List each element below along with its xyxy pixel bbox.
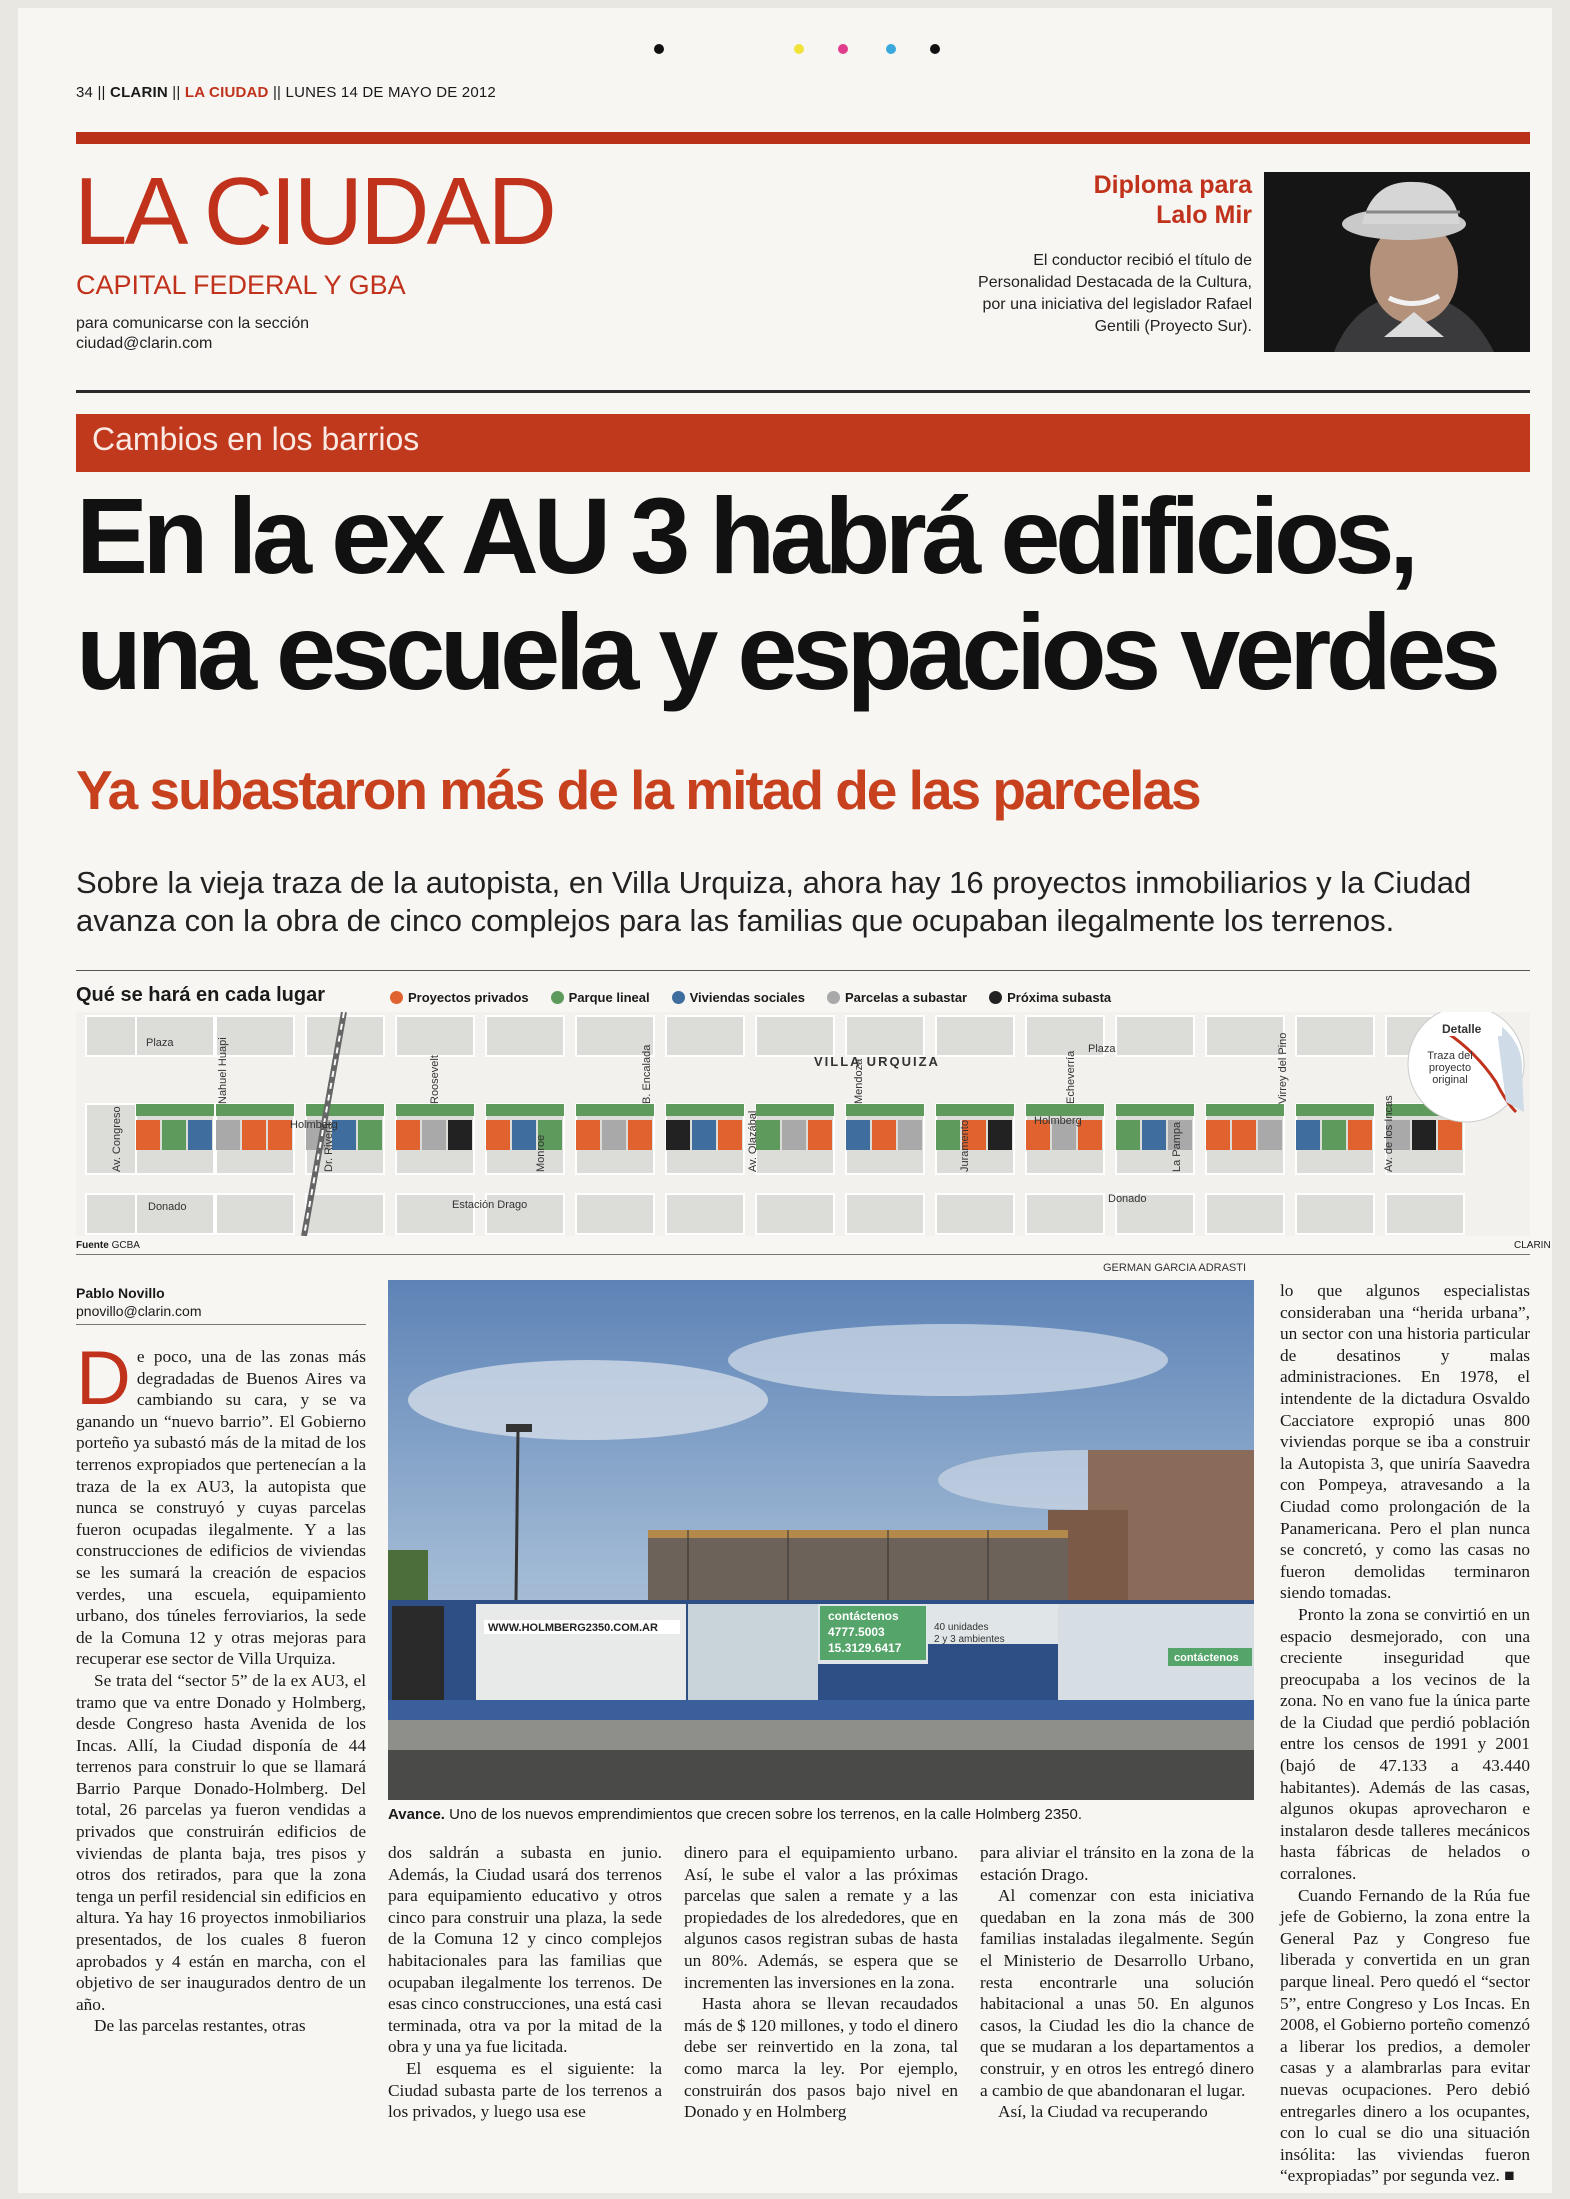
- newspaper-page: [18, 8, 1552, 2193]
- map-credit: CLARIN: [1514, 1240, 1551, 1251]
- body-column-1: [76, 1336, 366, 2037]
- byline: [76, 1284, 201, 1320]
- body-paragraph: De las parcelas restantes, otras: [94, 2016, 306, 2036]
- folio: 34 || CLARIN || LA CIUDAD || LUNES 14 DE MAYO DE 2012: [76, 84, 496, 101]
- parcel: [512, 1120, 536, 1150]
- parcel: [936, 1120, 960, 1150]
- parcel: [242, 1120, 266, 1150]
- author-name: Pablo Novillo: [76, 1285, 165, 1301]
- body-paragraph: Hasta ahora se llevan recaudados más de $ 120 millones, y todo el dinero debe ser reinvertido en la zona, tal como marca la ley. Por ejemplo, construirán dos pasos bajo nivel en Donado y en Holmberg: [684, 1994, 958, 2122]
- city-block: [1386, 1194, 1464, 1234]
- sidebar-title-line: Diploma para: [1093, 171, 1252, 199]
- city-block: [136, 1194, 214, 1234]
- newspaper-name: CLARIN: [110, 84, 168, 101]
- parcel: [1296, 1104, 1374, 1116]
- parcel: [216, 1120, 240, 1150]
- parcel: [1322, 1120, 1346, 1150]
- parcel: [396, 1104, 474, 1116]
- sign-phone: 4777.5003: [828, 1625, 885, 1639]
- photo-caption: [388, 1806, 1268, 1823]
- paragraph-text: e poco, una de las zonas más degradadas de Buenos Aires va cambiando su cara, y se va ganando un “nuevo barrio”. El Gobierno porteño ya subastó más de la mitad de los terrenos expropiados que pertenecían a la traza de la ex AU3, la autopista que nunca se construyó y cuyas parcelas fueron ocupadas ilegalmente. Y a las construcciones de edificios de viviendas se les sumará la creación de espacios verdes, una escuela, equipamiento urbano, dos túneles ferroviarios, la sede de la Comuna 12 y otras mejoras para recuperar ese sector de Villa Urquiza.: [76, 1347, 366, 1669]
- street-label: Echeverría: [1065, 1050, 1077, 1104]
- legend-item: [390, 990, 529, 1005]
- street-label: Donado: [1108, 1193, 1147, 1205]
- city-block: [486, 1016, 564, 1056]
- body-column-3: [684, 1842, 958, 2123]
- legend-swatch-icon: [390, 991, 403, 1004]
- street-label: B. Encalada: [641, 1044, 653, 1104]
- city-block: [666, 1016, 744, 1056]
- map-source: [76, 1240, 140, 1251]
- parcel: [666, 1104, 744, 1116]
- city-block: [666, 1194, 744, 1234]
- parcel: [576, 1104, 654, 1116]
- parcel: [988, 1120, 1012, 1150]
- street-label: Roosevelt: [429, 1055, 441, 1104]
- street-label: Plaza: [1088, 1043, 1116, 1055]
- parcel: [1206, 1104, 1284, 1116]
- parcel: [666, 1120, 690, 1150]
- headline-line: una escuela y espacios verdes: [76, 591, 1496, 712]
- divider: [76, 390, 1530, 393]
- legend-label: Proyectos privados: [408, 990, 529, 1005]
- caption-text: Uno de los nuevos emprendimientos que crecen sobre los terrenos, en la calle Holmberg 2350.: [449, 1806, 1083, 1823]
- caption-lead: Avance.: [388, 1806, 445, 1823]
- parcel: [136, 1120, 160, 1150]
- parcel: [448, 1120, 472, 1150]
- parcel: [136, 1104, 214, 1116]
- body-paragraph: Cuando Fernando de la Rúa fue jefe de Gobierno, la zona entre la General Paz y Congreso fue liberada y convertida en un gran parque lineal. Pero quedó el “sector 5”, entre Congreso y Los Incas. En 2008, el Gobierno porteño comenzó a liberar los predios, a demoler casas y a alambrarlas para evitar nuevas ocupaciones. Pero debió entregarles dinero a los ocupantes, con lo cual se dio una situación insólita: las viviendas fueron “expropiadas” por segunda vez. ■: [1280, 1885, 1530, 2186]
- intro: [76, 864, 1516, 940]
- city-block: [936, 1016, 1014, 1056]
- legend-label: Viviendas sociales: [689, 990, 805, 1005]
- intro-line: Sobre la vieja traza de la autopista, en Villa Urquiza, ahora hay 16 proyectos inmobiliarios y la Ciudad: [76, 865, 1472, 900]
- source-label: Fuente: [76, 1240, 109, 1251]
- street-label: Holmberg: [290, 1119, 338, 1131]
- topic-label: Cambios en los barrios: [92, 421, 420, 457]
- city-block: [846, 1194, 924, 1234]
- headline: [76, 475, 1546, 712]
- city-block: [216, 1194, 294, 1234]
- city-block: [576, 1194, 654, 1234]
- parcel: [718, 1120, 742, 1150]
- parcel: [1412, 1120, 1436, 1150]
- street-label: Nahuel Huapi: [217, 1037, 229, 1104]
- parcel: [808, 1120, 832, 1150]
- body-paragraph: [76, 1336, 366, 1670]
- city-block: [1296, 1016, 1374, 1056]
- registration-dot: [838, 44, 848, 54]
- author-email[interactable]: pnovillo@clarin.com: [76, 1303, 202, 1319]
- parcel: [602, 1120, 626, 1150]
- map: [76, 1012, 1530, 1236]
- city-block: [936, 1194, 1014, 1234]
- neighborhood-label: VILLA URQUIZA: [814, 1054, 940, 1069]
- parcel: [188, 1120, 212, 1150]
- street-label: Av. de los Incas: [1383, 1095, 1395, 1172]
- body-column-4: [980, 1842, 1254, 2123]
- legend-swatch-icon: [672, 991, 685, 1004]
- parcel: [268, 1120, 292, 1150]
- parcel: [1232, 1120, 1256, 1150]
- city-block: [756, 1016, 834, 1056]
- portrait-photo: [1264, 172, 1530, 352]
- city-block: [136, 1016, 214, 1056]
- legend-swatch-icon: [989, 991, 1002, 1004]
- article-photo: [388, 1280, 1254, 1800]
- parcel: [1348, 1120, 1372, 1150]
- parcel: [422, 1120, 446, 1150]
- sign-url: WWW.HOLMBERG2350.COM.AR: [488, 1622, 658, 1634]
- registration-dot: [886, 44, 896, 54]
- street-label: Dr. Rivera: [323, 1123, 335, 1172]
- parcel: [1206, 1120, 1230, 1150]
- parcel: [486, 1120, 510, 1150]
- photo-credit: GERMAN GARCIA ADRASTI: [1103, 1262, 1247, 1274]
- page-number: 34: [76, 84, 94, 101]
- city-block: [1206, 1194, 1284, 1234]
- parcel: [358, 1120, 382, 1150]
- legend-label: Parcelas a subastar: [844, 990, 968, 1005]
- body-paragraph: Al comenzar con esta iniciativa quedaban en la zona más de 300 familias instaladas ilegalmente. Según el Ministerio de Desarrollo Urbano, resta encontrarle una solución habitacional a unas 50. En algunos casos, la Ciudad les dio la chance de que se mudaran a los departamentos a construir, y en otros les entregó dinero a cambio de que abandonaran el lugar.: [980, 1886, 1254, 2100]
- folio-date: LUNES 14 DE MAYO DE 2012: [285, 84, 496, 101]
- parcel: [846, 1120, 870, 1150]
- legend-item: [672, 990, 805, 1005]
- city-block: [1296, 1194, 1374, 1234]
- sidebar-note-title: [972, 170, 1252, 230]
- legend-swatch-icon: [827, 991, 840, 1004]
- body-paragraph: El esquema es el siguiente: la Ciudad subasta parte de los terrenos a los privados, y luego usa ese: [388, 2058, 662, 2122]
- sign-units: 40 unidades: [934, 1622, 989, 1633]
- city-block: [756, 1194, 834, 1234]
- parcel: [756, 1120, 780, 1150]
- body-paragraph: para aliviar el tránsito en la zona de la estación Drago.: [980, 1843, 1254, 1884]
- parcel: [396, 1120, 420, 1150]
- street-label: Juramento: [959, 1120, 971, 1172]
- legend-item: [827, 990, 967, 1005]
- city-block: [846, 1016, 924, 1056]
- street-label: Mendoza: [853, 1058, 865, 1104]
- headline-line: En la ex AU 3 habrá edificios,: [76, 475, 1414, 596]
- registration-dot: [930, 44, 940, 54]
- city-block: [1206, 1016, 1284, 1056]
- sidebar-note-text: El conductor recibió el título de Personalidad Destacada de la Cultura, por una iniciativa del legislador Rafael Gentili (Proyecto Sur).: [978, 252, 1252, 335]
- parcel: [846, 1104, 924, 1116]
- body-paragraph: lo que algunos especialistas consideraban una “herida urbana”, un sector con una historia particular de desatinos y malas administraciones. En 1978, el intendente de la dictadura Osvaldo Cacciatore expropió unas 800 viviendas porque se iba a construir la Autopista 3, que uniría Saavedra con Pompeya, atravesando a la Ciudad como prolongación de la Panamericana. Pero el plan nunca se concretó, y como las casas no fueron demolidas terminaron siendo tomadas.: [1280, 1281, 1530, 1603]
- legend-label: Parque lineal: [568, 990, 650, 1005]
- body-paragraph: dinero para el equipamiento urbano. Así, le sube el valor a las próximas parcelas que salen a remate y a las propiedades de los alrededores, que en algunos casos registran subas de hasta un 80%. Además, se espera que se incrementen las inversiones en la zona.: [684, 1843, 958, 1992]
- divider: [76, 1254, 1530, 1255]
- parcel: [1296, 1120, 1320, 1150]
- parcel: [162, 1120, 186, 1150]
- body-column-2: [388, 1842, 662, 2123]
- parcel: [486, 1104, 564, 1116]
- street-label: Av. Olazábal: [747, 1110, 759, 1172]
- parcel: [306, 1104, 384, 1116]
- body-paragraph: Pronto la zona se convirtió en un espacio desmejorado, con una creciente inseguridad que preocupaba a los vecinos de la zona. No en vano fue la única parte de la Ciudad que perdió población entre los censos de 1991 y 2001 (bajó de 47.133 a 43.440 habitantes). Además de las casas, algunos okupas aprovecharon e instalaron desde talleres mecánicos hasta fábricas de helados o corralones.: [1280, 1604, 1530, 1884]
- sign-contact: contáctenos: [828, 1609, 899, 1623]
- parcel: [1438, 1120, 1462, 1150]
- station-label: Estación Drago: [452, 1199, 528, 1211]
- parcel: [872, 1120, 896, 1150]
- parcel: [936, 1104, 1014, 1116]
- street-label: Monroe: [535, 1134, 547, 1172]
- registration-dot: [794, 44, 804, 54]
- city-block: [396, 1016, 474, 1056]
- source-value: GCBA: [111, 1240, 140, 1251]
- parcel: [1116, 1120, 1140, 1150]
- parcel: [692, 1120, 716, 1150]
- section-contact: [76, 314, 309, 354]
- section-title: LA CIUDAD: [74, 158, 554, 265]
- body-paragraph: dos saldrán a subasta en junio. Además, la Ciudad usará dos terrenos para equipamiento educativo y otros cinco para construir una plaza, la sede de la Comuna 12 y cinco complejos habitacionales para las familias que ocupaban ilegalmente los terrenos. De esas cinco construcciones, una está casi terminada, otra va por la mitad de la obra y una ya fue licitada.: [388, 1843, 662, 2057]
- street-label: Holmberg: [1034, 1115, 1082, 1127]
- city-block: [306, 1194, 384, 1234]
- divider: [76, 1324, 366, 1325]
- legend-swatch-icon: [551, 991, 564, 1004]
- legend-item: [989, 990, 1111, 1005]
- street-label: La Pampa: [1171, 1121, 1183, 1172]
- parcel: [898, 1120, 922, 1150]
- body-paragraph: Se trata del “sector 5” de la ex AU3, el tramo que va entre Donado y Holmberg, desde Congreso hasta Avenida de los Incas. Allí, la Ciudad disponía de 44 terrenos para construir lo que se llamará Barrio Parque Donado-Holmberg. Del total, 26 parcelas ya fueron vendidas a privados que construirán edificios de viviendas de planta baja, tres pisos y otros dos retirados, para que la zona tenga un perfil residencial sin edificios en altura. Ya hay 16 proyectos inmobiliarios presentados, de los cuales 8 fueron aprobados y 4 están en marcha, con el objetivo de ser inaugurados dentro de un año.: [76, 1670, 366, 2014]
- street-label: Av. Congreso: [111, 1106, 123, 1172]
- divider: [76, 970, 1530, 971]
- parcel: [628, 1120, 652, 1150]
- section-subtitle: CAPITAL FEDERAL Y GBA: [76, 270, 406, 300]
- registration-dot: [654, 44, 664, 54]
- city-block: [1026, 1194, 1104, 1234]
- city-block: [1116, 1016, 1194, 1056]
- contact-email[interactable]: ciudad@clarin.com: [76, 335, 213, 352]
- deck: Ya subastaron más de la mitad de las parcelas: [76, 759, 1200, 821]
- parcel: [576, 1120, 600, 1150]
- body-paragraph: Así, la Ciudad va recuperando: [998, 2102, 1208, 2122]
- parcel: [756, 1104, 834, 1116]
- street-label: Virrey del Pino: [1277, 1032, 1289, 1104]
- legend-item: [551, 990, 650, 1005]
- sign-contact: contáctenos: [1174, 1652, 1239, 1664]
- intro-line: avanza con la obra de cinco complejos para las familias que ocupaban ilegalmente los terrenos.: [76, 903, 1395, 938]
- sidebar-title-line: Lalo Mir: [1156, 201, 1252, 229]
- legend-label: Próxima subasta: [1007, 990, 1112, 1005]
- contact-line: para comunicarse con la sección: [76, 315, 310, 332]
- sign-units: 2 y 3 ambientes: [934, 1634, 1005, 1645]
- street-label: Donado: [148, 1201, 187, 1213]
- header-rule: [76, 132, 1530, 144]
- parcel: [1258, 1120, 1282, 1150]
- body-column-5: [1280, 1280, 1530, 2187]
- map-title: Qué se hará en cada lugar: [76, 984, 325, 1006]
- parcel: [216, 1104, 294, 1116]
- map-legend: [390, 990, 1111, 1005]
- inset-title: Detalle: [1442, 1022, 1482, 1036]
- parcel: [782, 1120, 806, 1150]
- street-label: Plaza: [146, 1037, 174, 1049]
- parcel: [1116, 1104, 1194, 1116]
- folio-section: LA CIUDAD: [184, 84, 269, 101]
- parcel: [1142, 1120, 1166, 1150]
- sign-phone: 15.3129.6417: [828, 1641, 902, 1655]
- dropcap: D: [76, 1336, 131, 1421]
- inset-label: Traza del proyecto original: [1427, 1050, 1473, 1086]
